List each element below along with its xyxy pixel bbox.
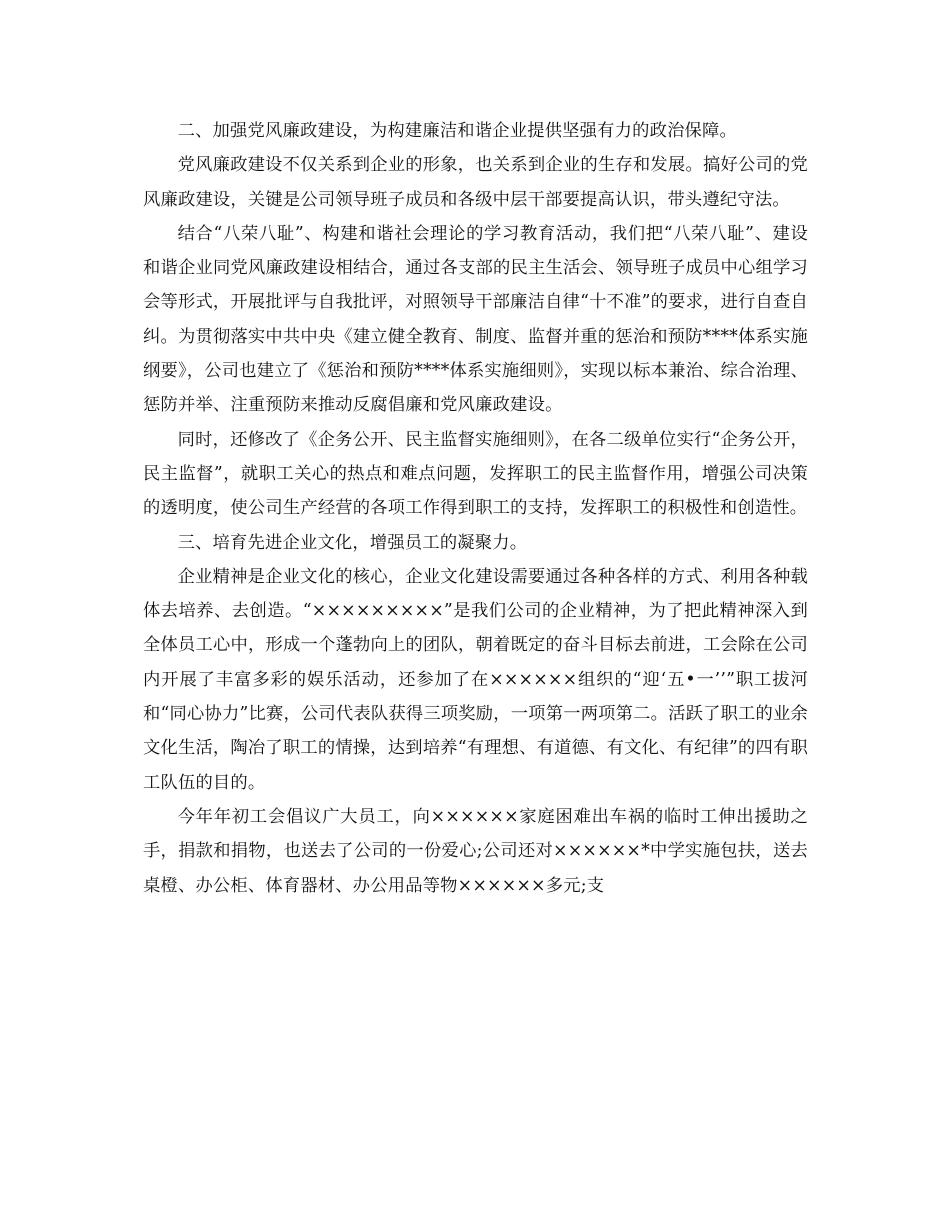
section-heading-enterprise-culture: 三、培育先进企业文化，增强员工的凝聚力。 (177, 532, 528, 553)
paragraph: 结合“八荣八耻”、构建和谐社会理论的学习教育活动，我们把“八荣八耻”、建设和谐企业同党风廉政建设相结合，通过各支部的民主生活会、领导班子成员中心组学习会等形式，开展批评与自我批评，对照领导干部廉洁自律“十不准”的要求，进行自查自纠。为贯彻落实中共中央《建立健全教育、制度、监督并重的惩治和预防****体系实施纲要》，公司也建立了《惩治和预防****体系实施细则》，实现以标本兼治、综合治理、惩防并举、注重预防来推动反腐倡廉和党风廉政建设。 (143, 223, 808, 416)
paragraph: 同时，还修改了《企务公开、民主监督实施细则》，在各二级单位实行“企务公开，民主监督”，就职工关心的热点和难点问题，发挥职工的民主监督作用，增强公司决策的透明度，使公司生产经营的各项工作得到职工的支持，发挥职工的积极性和创造性。 (143, 429, 808, 519)
section-heading-party-conduct: 二、加强党风廉政建设，为构建廉洁和谐企业提供坚强有力的政治保障。 (177, 121, 737, 141)
paragraph: 党风廉政建设不仅关系到企业的形象，也关系到企业的生存和发展。搞好公司的党风廉政建设，关键是公司领导班子成员和各级中层干部要提高认识，带头遵纪守法。 (143, 155, 808, 210)
paragraph: 企业精神是企业文化的核心，企业文化建设需要通过各种各样的方式、利用各种载体去培养、去创造。“×××××××××”是我们公司的企业精神，为了把此精神深入到全体员工心中，形成一个蓬勃向上的团队，朝着既定的奋斗目标去前进，工会除在公司内开展了丰富多彩的娱乐活动，还参加了在××××××组织的“迎‘五•一’’”职工拔河和“同心协力”比赛，公司代表队获得三项奖励，一项第一两项第二。活跃了职工的业余文化生活，陶冶了职工的情操，达到培养“有理想、有道德、有文化、有纪律”的四有职工队伍的目的。 (143, 566, 808, 793)
document-body (143, 114, 808, 903)
paragraph: 今年年初工会倡议广大员工，向××××××家庭困难出车祸的临时工伸出援助之手，捐款和捐物，也送去了公司的一份爱心;公司还对××××××*中学实施包扶，送去桌橙、办公柜、体育器材、办公用品等物××××××多元;支 (143, 806, 808, 896)
